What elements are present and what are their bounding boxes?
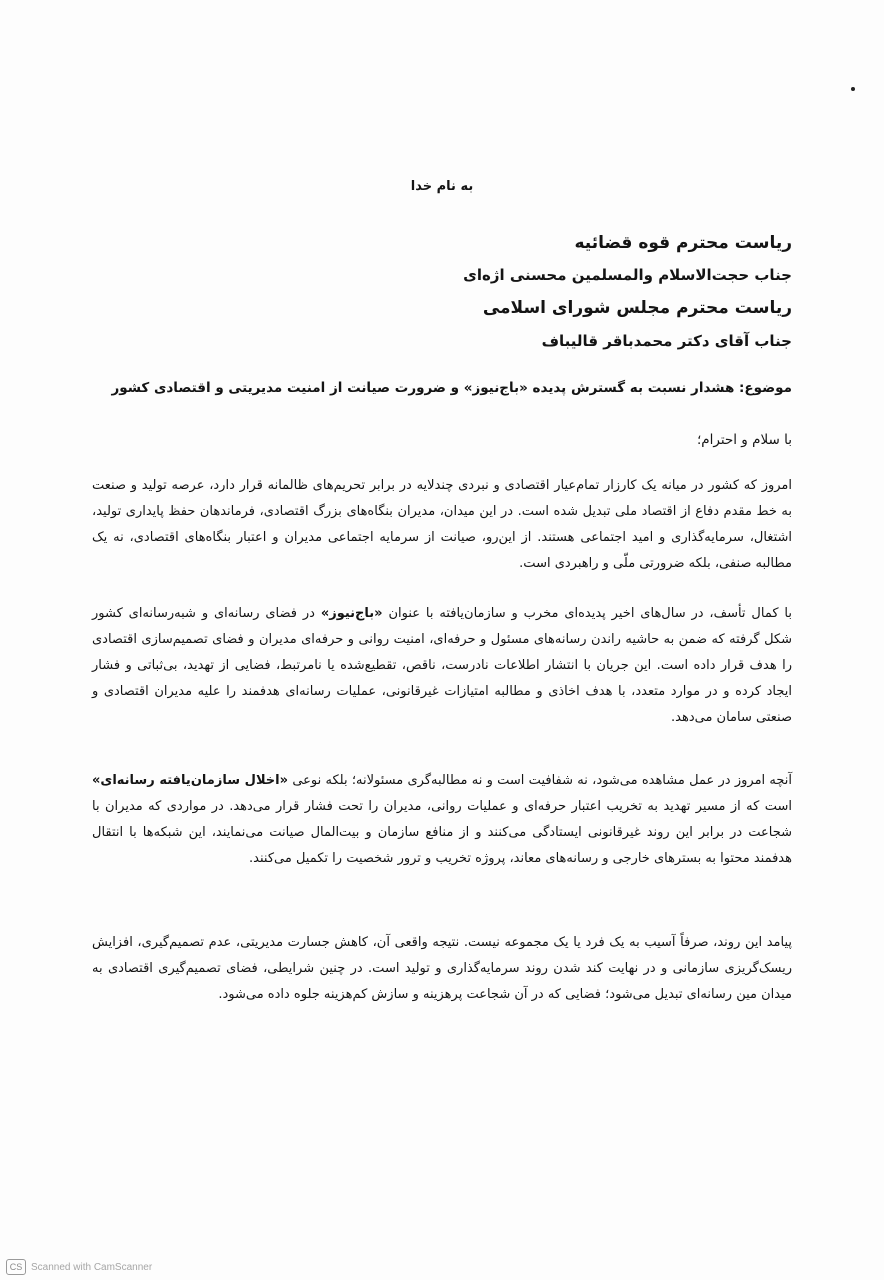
paragraph-1: امروز که کشور در میانه یک کارزار تمام‌عیار اقتصادی و نبردی چندلایه در برابر تحریم‌های ظالمانه قرار دارد، عرصه تولید و صنعت به خط مقدم دفاع از اقتصاد ملی تبدیل شده است. در این میدان، مدیران بنگاه‌های بزرگ اقتصادی، فرماندهان حفظ پایداری تولید، اشتغال، سرمایه‌گذاری و امید اجتماعی هستند. از این‌رو، صیانت از سرمایه اجتماعی مدیران و اعتبار بنگاه‌های اقتصادی، نه یک مطالبه صنفی، بلکه ضرورتی ملّی و راهبردی است. (92, 478, 792, 571)
letter-greeting: با سلام و احترام؛ (696, 432, 792, 448)
recipient-1-name: جناب حجت‌الاسلام والمسلمین محسنی اژه‌ای (463, 266, 792, 284)
paragraph-3 (92, 768, 792, 872)
paragraph-2-bold-term: «باج‌نیوز» (320, 606, 383, 621)
scanner-watermark (6, 1259, 152, 1275)
camscanner-logo-icon: CS (6, 1259, 26, 1275)
letter-subject: موضوع: هشدار نسبت به گسترش پدیده «باج‌نیوز» و ضرورت صیانت از امنیت مدیریتی و اقتصادی کشور (111, 380, 792, 396)
recipient-1-title: ریاست محترم قوه قضائیه (574, 233, 792, 253)
recipient-2-name: جناب آقای دکتر محمدباقر قالیباف (541, 332, 792, 350)
recipient-2-title: ریاست محترم مجلس شورای اسلامی (482, 298, 792, 318)
bismillah-heading: به نام خدا (410, 179, 474, 194)
paragraph-3-text-a: آنچه امروز در عمل مشاهده می‌شود، نه شفافیت است و نه مطالبه‌گری مسئولانه؛ بلکه نوعی (288, 773, 793, 788)
paragraph-2-text-b: در فضای رسانه‌ای و شبه‌رسانه‌ای کشور شکل گرفته که ضمن به حاشیه راندن رسانه‌های مسئول و حرفه‌ای، امنیت روانی و حرفه‌ای مدیران و فضای تصمیم‌سازی اقتصادی را هدف قرار داده است. این جریان با انتشار اطلاعات نادرست، ناقص، تقطیع‌شده یا نامرتبط، فضایی از تهدید، بی‌ثباتی و فشار ایجاد کرده و در موارد متعدد، با هدف اخاذی و مطالبه امتیازات غیرقانونی، عملیات رسانه‌ای هدفمند را علیه مدیران اقتصادی و صنعتی سامان می‌دهد. (92, 606, 792, 725)
scanner-label: Scanned with CamScanner (31, 1261, 153, 1273)
paragraph-2-text-a: با کمال تأسف، در سال‌های اخیر پدیده‌ای مخرب و سازمان‌یافته با عنوان (382, 606, 792, 621)
paragraph-3-bold-term: «اخلال سازمان‌یافته رسانه‌ای» (92, 773, 289, 788)
paragraph-2 (92, 601, 792, 731)
paragraph-4: پیامد این روند، صرفاً آسیب به یک فرد یا یک مجموعه نیست. نتیجه واقعی آن، کاهش جسارت مدیریتی، عدم تصمیم‌گیری، افزایش ریسک‌گریزی سازمانی و در نهایت کند شدن روند سرمایه‌گذاری و تولید است. در چنین شرایطی، فضای تصمیم‌گیری اقتصادی به میدان مین رسانه‌ای تبدیل می‌شود؛ فضایی که در آن شجاعت پرهزینه و سازش کم‌هزینه جلوه داده می‌شود. (92, 935, 792, 1002)
paragraph-3-text-b: است که از مسیر تهدید به تخریب اعتبار حرفه‌ای و عملیات روانی، مدیران را تحت فشار قرار می‌دهد. در مواردی که مدیران با شجاعت در برابر این روند غیرقانونی ایستادگی می‌کنند و از منافع سازمان و بیت‌المال صیانت می‌نمایند، این شبکه‌ها با انتقال هدفمند محتوا به بسترهای خارجی و رسانه‌های معاند، پروژه تخریب و ترور شخصیت را تکمیل می‌کنند. (92, 799, 792, 866)
scan-speck (851, 87, 855, 91)
